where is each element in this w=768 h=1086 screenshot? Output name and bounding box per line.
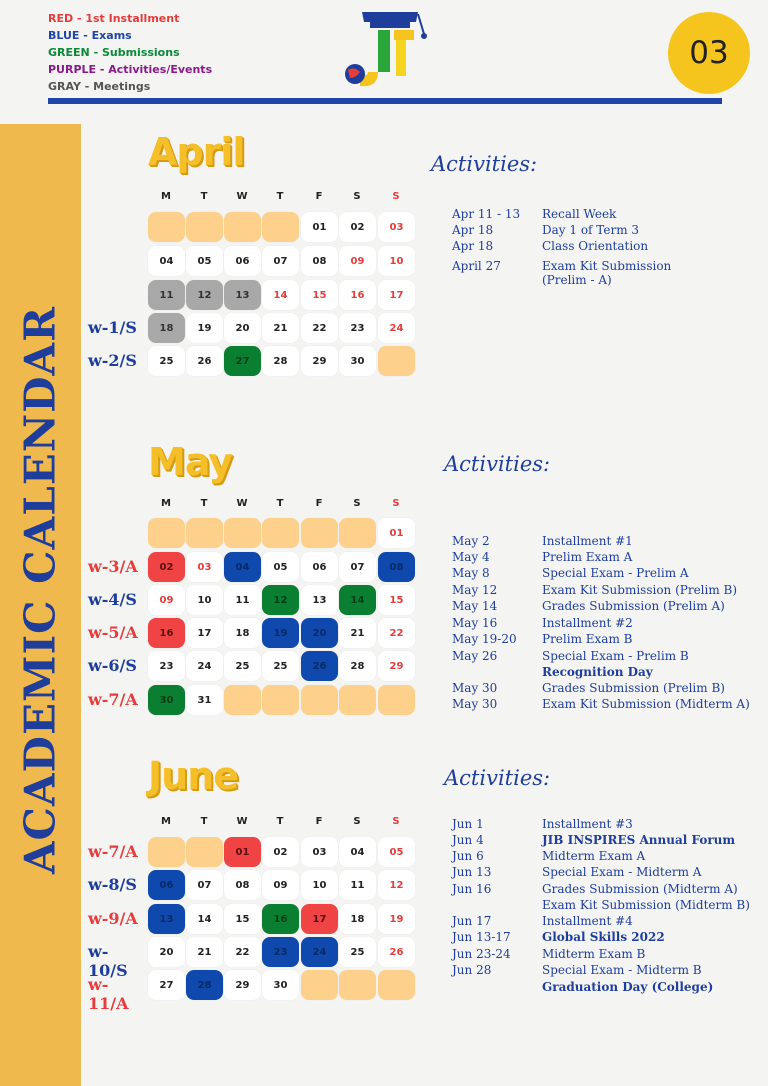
- weekday-header: T: [200, 816, 208, 827]
- activities-title: Activities:: [444, 452, 551, 476]
- empty-day-cell: [224, 518, 261, 548]
- activity-row: [452, 849, 752, 865]
- weekday-header: S: [353, 816, 361, 827]
- day-cell: 19: [262, 618, 299, 648]
- day-cell: 08: [301, 246, 338, 276]
- day-cell: 23: [148, 651, 185, 681]
- activity-text: Exam Kit Submission (Midterm A): [542, 697, 750, 711]
- day-cell: 26: [186, 346, 223, 376]
- empty-day-cell: [224, 212, 261, 242]
- day-cell: 14: [339, 585, 376, 615]
- empty-day-cell: [186, 212, 223, 242]
- day-cell: 13: [301, 585, 338, 615]
- empty-day-cell: [262, 685, 299, 715]
- day-cell: 10: [301, 870, 338, 900]
- legend-blue: BLUE - Exams: [48, 29, 132, 42]
- day-cell: 13: [224, 280, 261, 310]
- day-cell: 12: [378, 870, 415, 900]
- week-label: w-5/A: [88, 623, 138, 642]
- day-cell: 07: [262, 246, 299, 276]
- activity-date: April 27: [452, 259, 501, 273]
- day-cell: 27: [148, 970, 185, 1000]
- empty-day-cell: [301, 970, 338, 1000]
- activity-text: JIB INSPIRES Annual Forum: [542, 833, 736, 847]
- empty-day-cell: [186, 837, 223, 867]
- activity-date: Jun 28: [452, 963, 492, 977]
- day-cell: 28: [339, 651, 376, 681]
- weekday-header: W: [236, 816, 248, 827]
- day-cell: 16: [339, 280, 376, 310]
- day-cell: 08: [378, 552, 415, 582]
- activity-date: Apr 11 - 13: [452, 207, 521, 221]
- page-number-badge: [668, 12, 750, 94]
- day-cell: 24: [378, 313, 415, 343]
- color-legend: [48, 10, 212, 95]
- day-cell: 21: [339, 618, 376, 648]
- day-cell: 29: [301, 346, 338, 376]
- activity-row: [452, 681, 752, 697]
- day-cell: 23: [262, 937, 299, 967]
- day-cell: 11: [224, 585, 261, 615]
- activity-row: [452, 865, 752, 881]
- week-label: w-7/A: [88, 842, 138, 861]
- day-cell: 14: [186, 904, 223, 934]
- day-cell: 31: [186, 685, 223, 715]
- day-cell: 21: [262, 313, 299, 343]
- activity-text: Exam Kit Submission (Midterm B): [542, 898, 750, 912]
- activity-text: Exam Kit Submission (Prelim B): [542, 583, 738, 597]
- activity-text: Special Exam - Prelim B: [542, 649, 689, 663]
- activity-text: Day 1 of Term 3: [542, 223, 640, 237]
- activity-row: [452, 239, 752, 255]
- activity-date: Jun 13-17: [452, 930, 511, 944]
- day-cell: 06: [301, 552, 338, 582]
- weekday-header: T: [276, 816, 284, 827]
- day-cell: 20: [301, 618, 338, 648]
- day-cell: 22: [378, 618, 415, 648]
- activity-text: Special Exam - Midterm A: [542, 865, 702, 879]
- activity-text: Midterm Exam A: [542, 849, 646, 863]
- weekday-header: W: [236, 191, 248, 202]
- activity-row: [452, 697, 752, 713]
- day-cell: 09: [262, 870, 299, 900]
- day-cell: 08: [224, 870, 261, 900]
- day-cell: 06: [224, 246, 261, 276]
- weekday-header: F: [315, 191, 323, 202]
- day-cell: 20: [148, 937, 185, 967]
- empty-day-cell: [339, 518, 376, 548]
- activity-date: Jun 16: [452, 882, 492, 896]
- empty-day-cell: [148, 518, 185, 548]
- activity-row: [452, 833, 752, 849]
- activity-date: May 26: [452, 649, 498, 663]
- weekday-header: T: [276, 191, 284, 202]
- activity-date: Jun 4: [452, 833, 484, 847]
- activity-date: May 16: [452, 616, 498, 630]
- activity-text: Class Orientation: [542, 239, 649, 253]
- empty-day-cell: [186, 518, 223, 548]
- legend-green: GREEN - Submissions: [48, 46, 180, 59]
- day-cell: 01: [301, 212, 338, 242]
- day-cell: 25: [339, 937, 376, 967]
- sidebar-title: ACADEMIC CALENDAR: [15, 305, 65, 875]
- empty-day-cell: [148, 837, 185, 867]
- day-cell: 01: [378, 518, 415, 548]
- activity-text: Installment #3: [542, 817, 633, 831]
- empty-day-cell: [339, 970, 376, 1000]
- month-title-may: May: [148, 440, 233, 484]
- activity-row: [452, 665, 752, 681]
- activity-row: [452, 817, 752, 833]
- activity-date: May 30: [452, 697, 498, 711]
- activity-date: Apr 18: [452, 239, 494, 253]
- week-label: w-9/A: [88, 909, 138, 928]
- activity-date: May 8: [452, 566, 490, 580]
- day-cell: 09: [148, 585, 185, 615]
- day-cell: 23: [339, 313, 376, 343]
- weekday-header: T: [200, 498, 208, 509]
- weekday-header: S: [392, 498, 400, 509]
- day-cell: 24: [186, 651, 223, 681]
- day-cell: 13: [148, 904, 185, 934]
- activity-date: May 19-20: [452, 632, 517, 646]
- activity-text: Midterm Exam B: [542, 947, 646, 961]
- week-label: w-3/A: [88, 557, 138, 576]
- day-cell: 21: [186, 937, 223, 967]
- activity-date: Jun 6: [452, 849, 484, 863]
- activity-date: Jun 17: [452, 914, 492, 928]
- day-cell: 16: [148, 618, 185, 648]
- activity-text: Graduation Day (College): [542, 980, 714, 994]
- activity-row: [452, 550, 752, 566]
- activity-row: [452, 980, 752, 996]
- week-label: w-11/A: [88, 975, 129, 1013]
- activity-row: [452, 599, 752, 615]
- activity-text: Grades Submission (Prelim B): [542, 681, 725, 695]
- header-divider: [48, 98, 722, 104]
- activities-title: Activities:: [444, 766, 551, 790]
- day-cell: 05: [262, 552, 299, 582]
- day-cell: 15: [378, 585, 415, 615]
- weekday-header: W: [236, 498, 248, 509]
- activity-date: May 14: [452, 599, 498, 613]
- week-label: w-10/S: [88, 942, 128, 980]
- weekday-header: F: [315, 816, 323, 827]
- day-cell: 02: [148, 552, 185, 582]
- day-cell: 22: [301, 313, 338, 343]
- day-cell: 18: [339, 904, 376, 934]
- activity-date: Apr 18: [452, 223, 494, 237]
- weekday-header: S: [392, 191, 400, 202]
- activity-text: Recall Week: [542, 207, 617, 221]
- day-cell: 17: [301, 904, 338, 934]
- day-cell: 19: [186, 313, 223, 343]
- day-cell: 10: [378, 246, 415, 276]
- day-cell: 01: [224, 837, 261, 867]
- day-cell: 25: [224, 651, 261, 681]
- day-cell: 12: [186, 280, 223, 310]
- activity-text: Special Exam - Prelim A: [542, 566, 689, 580]
- activity-date: Jun 13: [452, 865, 492, 879]
- empty-day-cell: [339, 685, 376, 715]
- day-cell: 28: [262, 346, 299, 376]
- week-label: w-7/A: [88, 690, 138, 709]
- activity-row: [452, 534, 752, 550]
- activities-title: Activities:: [431, 152, 538, 176]
- day-cell: 07: [339, 552, 376, 582]
- week-label: w-8/S: [88, 875, 137, 894]
- day-cell: 04: [224, 552, 261, 582]
- activity-text: Installment #1: [542, 534, 633, 548]
- school-logo: [338, 8, 428, 92]
- legend-purple: PURPLE - Activities/Events: [48, 63, 213, 76]
- day-cell: 04: [148, 246, 185, 276]
- day-cell: 14: [262, 280, 299, 310]
- weekday-header: S: [353, 191, 361, 202]
- day-cell: 28: [186, 970, 223, 1000]
- day-cell: 17: [378, 280, 415, 310]
- activity-row: [452, 963, 752, 979]
- day-cell: 03: [378, 212, 415, 242]
- activity-row: [452, 898, 752, 914]
- legend-red: RED - 1st Installment: [48, 12, 180, 25]
- week-label: w-6/S: [88, 656, 137, 675]
- day-cell: 11: [339, 870, 376, 900]
- activity-text: Prelim Exam A: [542, 550, 633, 564]
- day-cell: 30: [262, 970, 299, 1000]
- empty-day-cell: [378, 970, 415, 1000]
- page-number: 03: [689, 35, 729, 71]
- weekday-header: M: [161, 498, 171, 509]
- activity-text: (Prelim - A): [542, 273, 612, 287]
- day-cell: 03: [301, 837, 338, 867]
- activity-date: Jun 23-24: [452, 947, 511, 961]
- activity-row: [452, 649, 752, 665]
- day-cell: 18: [224, 618, 261, 648]
- empty-day-cell: [301, 685, 338, 715]
- day-cell: 04: [339, 837, 376, 867]
- day-cell: 10: [186, 585, 223, 615]
- weekday-header: S: [392, 816, 400, 827]
- activity-row: [452, 914, 752, 930]
- day-cell: 25: [148, 346, 185, 376]
- activity-row: [452, 947, 752, 963]
- activity-text: Exam Kit Submission: [542, 259, 672, 273]
- weekday-header: F: [315, 498, 323, 509]
- empty-day-cell: [262, 518, 299, 548]
- day-cell: 15: [224, 904, 261, 934]
- activity-text: Recognition Day: [542, 665, 653, 679]
- day-cell: 05: [186, 246, 223, 276]
- activity-date: May 30: [452, 681, 498, 695]
- activity-row: [452, 882, 752, 898]
- activity-date: May 2: [452, 534, 490, 548]
- activity-text: Grades Submission (Prelim A): [542, 599, 725, 613]
- week-label: w-2/S: [88, 351, 137, 370]
- activity-text: Grades Submission (Midterm A): [542, 882, 738, 896]
- day-cell: 19: [378, 904, 415, 934]
- day-cell: 02: [339, 212, 376, 242]
- day-cell: 29: [378, 651, 415, 681]
- activity-text: Prelim Exam B: [542, 632, 633, 646]
- activity-text: Special Exam - Midterm B: [542, 963, 702, 977]
- day-cell: 26: [301, 651, 338, 681]
- activity-date: May 4: [452, 550, 490, 564]
- day-cell: 16: [262, 904, 299, 934]
- activity-text: Installment #4: [542, 914, 633, 928]
- day-cell: 25: [262, 651, 299, 681]
- activity-text: Global Skills 2022: [542, 930, 665, 944]
- day-cell: 09: [339, 246, 376, 276]
- day-cell: 17: [186, 618, 223, 648]
- week-label: w-1/S: [88, 318, 137, 337]
- day-cell: 15: [301, 280, 338, 310]
- day-cell: 18: [148, 313, 185, 343]
- day-cell: 27: [224, 346, 261, 376]
- day-cell: 29: [224, 970, 261, 1000]
- weekday-header: T: [276, 498, 284, 509]
- activity-row: [452, 273, 752, 289]
- activity-row: [452, 566, 752, 582]
- activity-date: May 12: [452, 583, 498, 597]
- month-title-june: June: [148, 754, 239, 798]
- activity-row: [452, 930, 752, 946]
- weekday-header: T: [200, 191, 208, 202]
- empty-day-cell: [262, 212, 299, 242]
- empty-day-cell: [378, 346, 415, 376]
- activity-row: [452, 207, 752, 223]
- day-cell: 07: [186, 870, 223, 900]
- day-cell: 22: [224, 937, 261, 967]
- empty-day-cell: [378, 685, 415, 715]
- activity-row: [452, 632, 752, 648]
- day-cell: 26: [378, 937, 415, 967]
- empty-day-cell: [224, 685, 261, 715]
- day-cell: 30: [339, 346, 376, 376]
- empty-day-cell: [301, 518, 338, 548]
- day-cell: 24: [301, 937, 338, 967]
- day-cell: 05: [378, 837, 415, 867]
- weekday-header: M: [161, 816, 171, 827]
- activity-row: [452, 223, 752, 239]
- day-cell: 11: [148, 280, 185, 310]
- activity-row: [452, 583, 752, 599]
- day-cell: 30: [148, 685, 185, 715]
- week-label: w-4/S: [88, 590, 137, 609]
- activity-text: Installment #2: [542, 616, 633, 630]
- weekday-header: M: [161, 191, 171, 202]
- day-cell: 12: [262, 585, 299, 615]
- day-cell: 20: [224, 313, 261, 343]
- day-cell: 03: [186, 552, 223, 582]
- day-cell: 06: [148, 870, 185, 900]
- activity-date: Jun 1: [452, 817, 484, 831]
- empty-day-cell: [148, 212, 185, 242]
- day-cell: 02: [262, 837, 299, 867]
- month-title-april: April: [148, 130, 245, 174]
- activity-row: [452, 616, 752, 632]
- weekday-header: S: [353, 498, 361, 509]
- legend-gray: GRAY - Meetings: [48, 80, 151, 93]
